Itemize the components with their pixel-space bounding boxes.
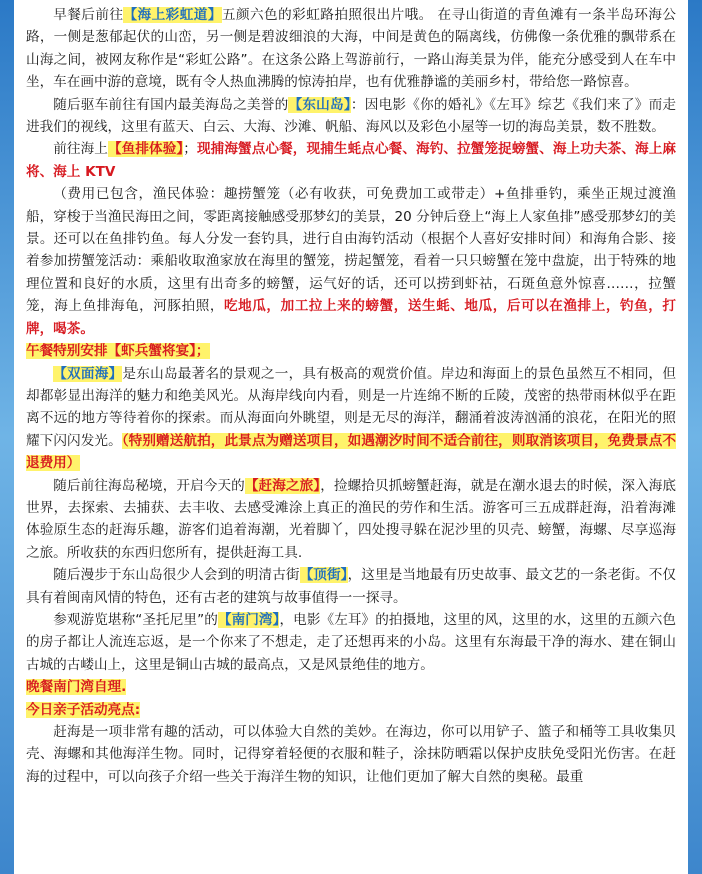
body-text: 参观游览堪称“圣托尼里”的 — [53, 611, 218, 628]
highlighted-text: 【双面海】 — [53, 365, 123, 382]
highlighted-text: 【东山岛】 — [288, 96, 351, 113]
body-text: 随后前往海岛秘境，开启今天的 — [53, 477, 245, 494]
highlighted-text: 吃地瓜，加工拉上来的螃蟹，送生蚝、地瓜，后可以在渔排上，钓鱼，打牌，喝茶。 — [26, 298, 677, 337]
body-text: 是东山岛最著名的景观之一，具有极高的观赏价值。岸边和海面上的景色虽然互不相同，但却都彰显出海洋的魅力和绝美风光。从海岸线向内看，则是一片连绵不断的丘陵，茂密的热带雨林似乎在距离不远的地方等待着你的探索。而从海面向外眺望，则是无尽的海洋，翻涌着波涛汹涌的浪花，在阳光的照耀下闪闪发光。 — [26, 365, 677, 449]
highlighted-text: 午餐特别安排【虾兵蟹将宴】； — [26, 343, 210, 360]
paragraph — [26, 183, 676, 340]
paragraph — [26, 564, 676, 609]
paragraph — [26, 475, 676, 565]
document-page — [14, 0, 688, 874]
paragraph — [26, 676, 676, 698]
body-text: ：因电影《你的婚礼》《左耳》综艺《我们来了》而走进我们的视线，这里有蓝天、白云、大海、沙滩、帆船、海风以及彩色小屋等一切的海岛美景，数不胜数。 — [26, 96, 677, 136]
paragraph — [26, 138, 676, 183]
paragraph — [26, 4, 676, 94]
paragraph — [26, 94, 676, 139]
body-text: （费用已包含，渔民体验：趣捞蟹笼（必有收获，可免费加工或带走）+鱼排垂钓，乘坐正规过渡渔船，穿梭于当渔民海田之间，零距离接触感受那梦幻的美景，20 分钟后登上“海上人家鱼排”感受那梦幻的美景。还可以在鱼排钓鱼。每人分发一套钓具，进行自由海钓活动（根据个人喜好安排时间）和海角合影、接着参加捞蟹笼活动：乘船收取渔家放在海里的蟹笼，捞起蟹笼，看着一只只螃蟹在笼中盘旋，出于特殊的地理位置和良好的水质，这里有出奇多的螃蟹，运气好的话，还可以捞到虾祜，石斑鱼意外惊喜……，拉蟹笼，海上鱼排海龟，河豚拍照， — [26, 186, 676, 315]
itinerary-text — [14, 0, 688, 788]
highlighted-text: （特别赠送航拍，此景点为赠送项目，如遇潮汐时间不适合前往，则取消该项目，免费景点不退费用） — [26, 432, 676, 472]
highlighted-text: 【鱼排体验】 — [107, 141, 184, 158]
body-text: 随后漫步于东山岛很少人会到的明清古街 — [53, 567, 300, 584]
body-text: 随后驱车前往有国内最美海岛之美誉的 — [53, 96, 289, 113]
body-text: 早餐后前往 — [53, 7, 124, 23]
highlighted-text: 【顶街】 — [299, 567, 348, 584]
body-text: 五颜六色的彩虹路拍照很出片哦。 在寻山街道的青鱼滩有一条半岛环海公路，一侧是葱郁起伏的山峦，另一侧是碧波细浪的大海，中间是黄色的隔离线，仿佛像一条优雅的飘带系在山海之间，被网友称作是“彩虹公路”。在这条公路上驾游前行，一路山海美景为伴，能充分感受到人在车中坐，车在画中游的意境，既有令人热血沸腾的惊涛拍岸，也有优雅静谧的美丽乡村，带给您一路惊喜。 — [26, 7, 677, 91]
body-text: ，这里是当地最有历史故事、最文艺的一条老街。不仅具有着闽南风情的特色，还有古老的建筑与故事值得一一探寻。 — [26, 567, 677, 606]
highlighted-text: 【赶海之旅】 — [244, 477, 321, 494]
paragraph — [26, 363, 676, 475]
body-text: ，捡螺拾贝抓螃蟹赶海，就是在潮水退去的时候，深入海底世界，去探索、去捕获、去丰收、去感受滩涂上真正的渔民的劳作和生活。游客可三五成群赶海，沿着海滩体验原生态的赶海乐趣，游客们追着海潮，光着脚丫，四处搜寻躲在泥沙里的贝壳、螃蟹，海螺、尽享巡海之旅。所收获的东西归您所有，提供赶海工具. — [26, 477, 677, 561]
paragraph — [26, 699, 676, 721]
highlighted-text: 【海上彩虹道】 — [123, 7, 222, 23]
left-border-decoration — [0, 0, 14, 874]
body-text: ，电影《左耳》的拍摄地，这里的风，这里的水，这里的五颜六色的房子都让人流连忘返，是一个你来了不想走，走了还想再来的小岛。这里有东海最干净的海水、建在铜山古城的古嵝山上，这里是铜山古城的最高点，又是风景绝佳的地方。 — [26, 611, 677, 673]
highlighted-text: 晚餐南门湾自理. — [26, 679, 127, 696]
right-border-decoration — [688, 0, 702, 874]
body-text: 赶海是一项非常有趣的活动，可以体验大自然的美妙。在海边，你可以用铲子、篮子和桶等工具收集贝壳、海螺和其他海洋生物。同时，记得穿着轻便的衣服和鞋子，涂抹防晒霜以保护皮肤免受阳光伤害。在赶海的过程中，可以向孩子介绍一些关于海洋生物的知识，让他们更加了解大自然的奥秘。最重 — [26, 724, 676, 785]
highlighted-text: 【南门湾】 — [217, 611, 280, 628]
body-text: ； — [183, 141, 197, 158]
highlighted-text: 今日亲子活动亮点: — [26, 701, 141, 718]
paragraph — [26, 721, 676, 788]
paragraph — [26, 609, 676, 676]
body-text: 前往海上 — [53, 141, 108, 158]
paragraph — [26, 340, 676, 362]
highlighted-text: 现捕海蟹点心餐，现捕生蚝点心餐、海钓、拉蟹笼捉螃蟹、海上功夫茶、海上麻将、海上 KTV — [26, 141, 677, 180]
